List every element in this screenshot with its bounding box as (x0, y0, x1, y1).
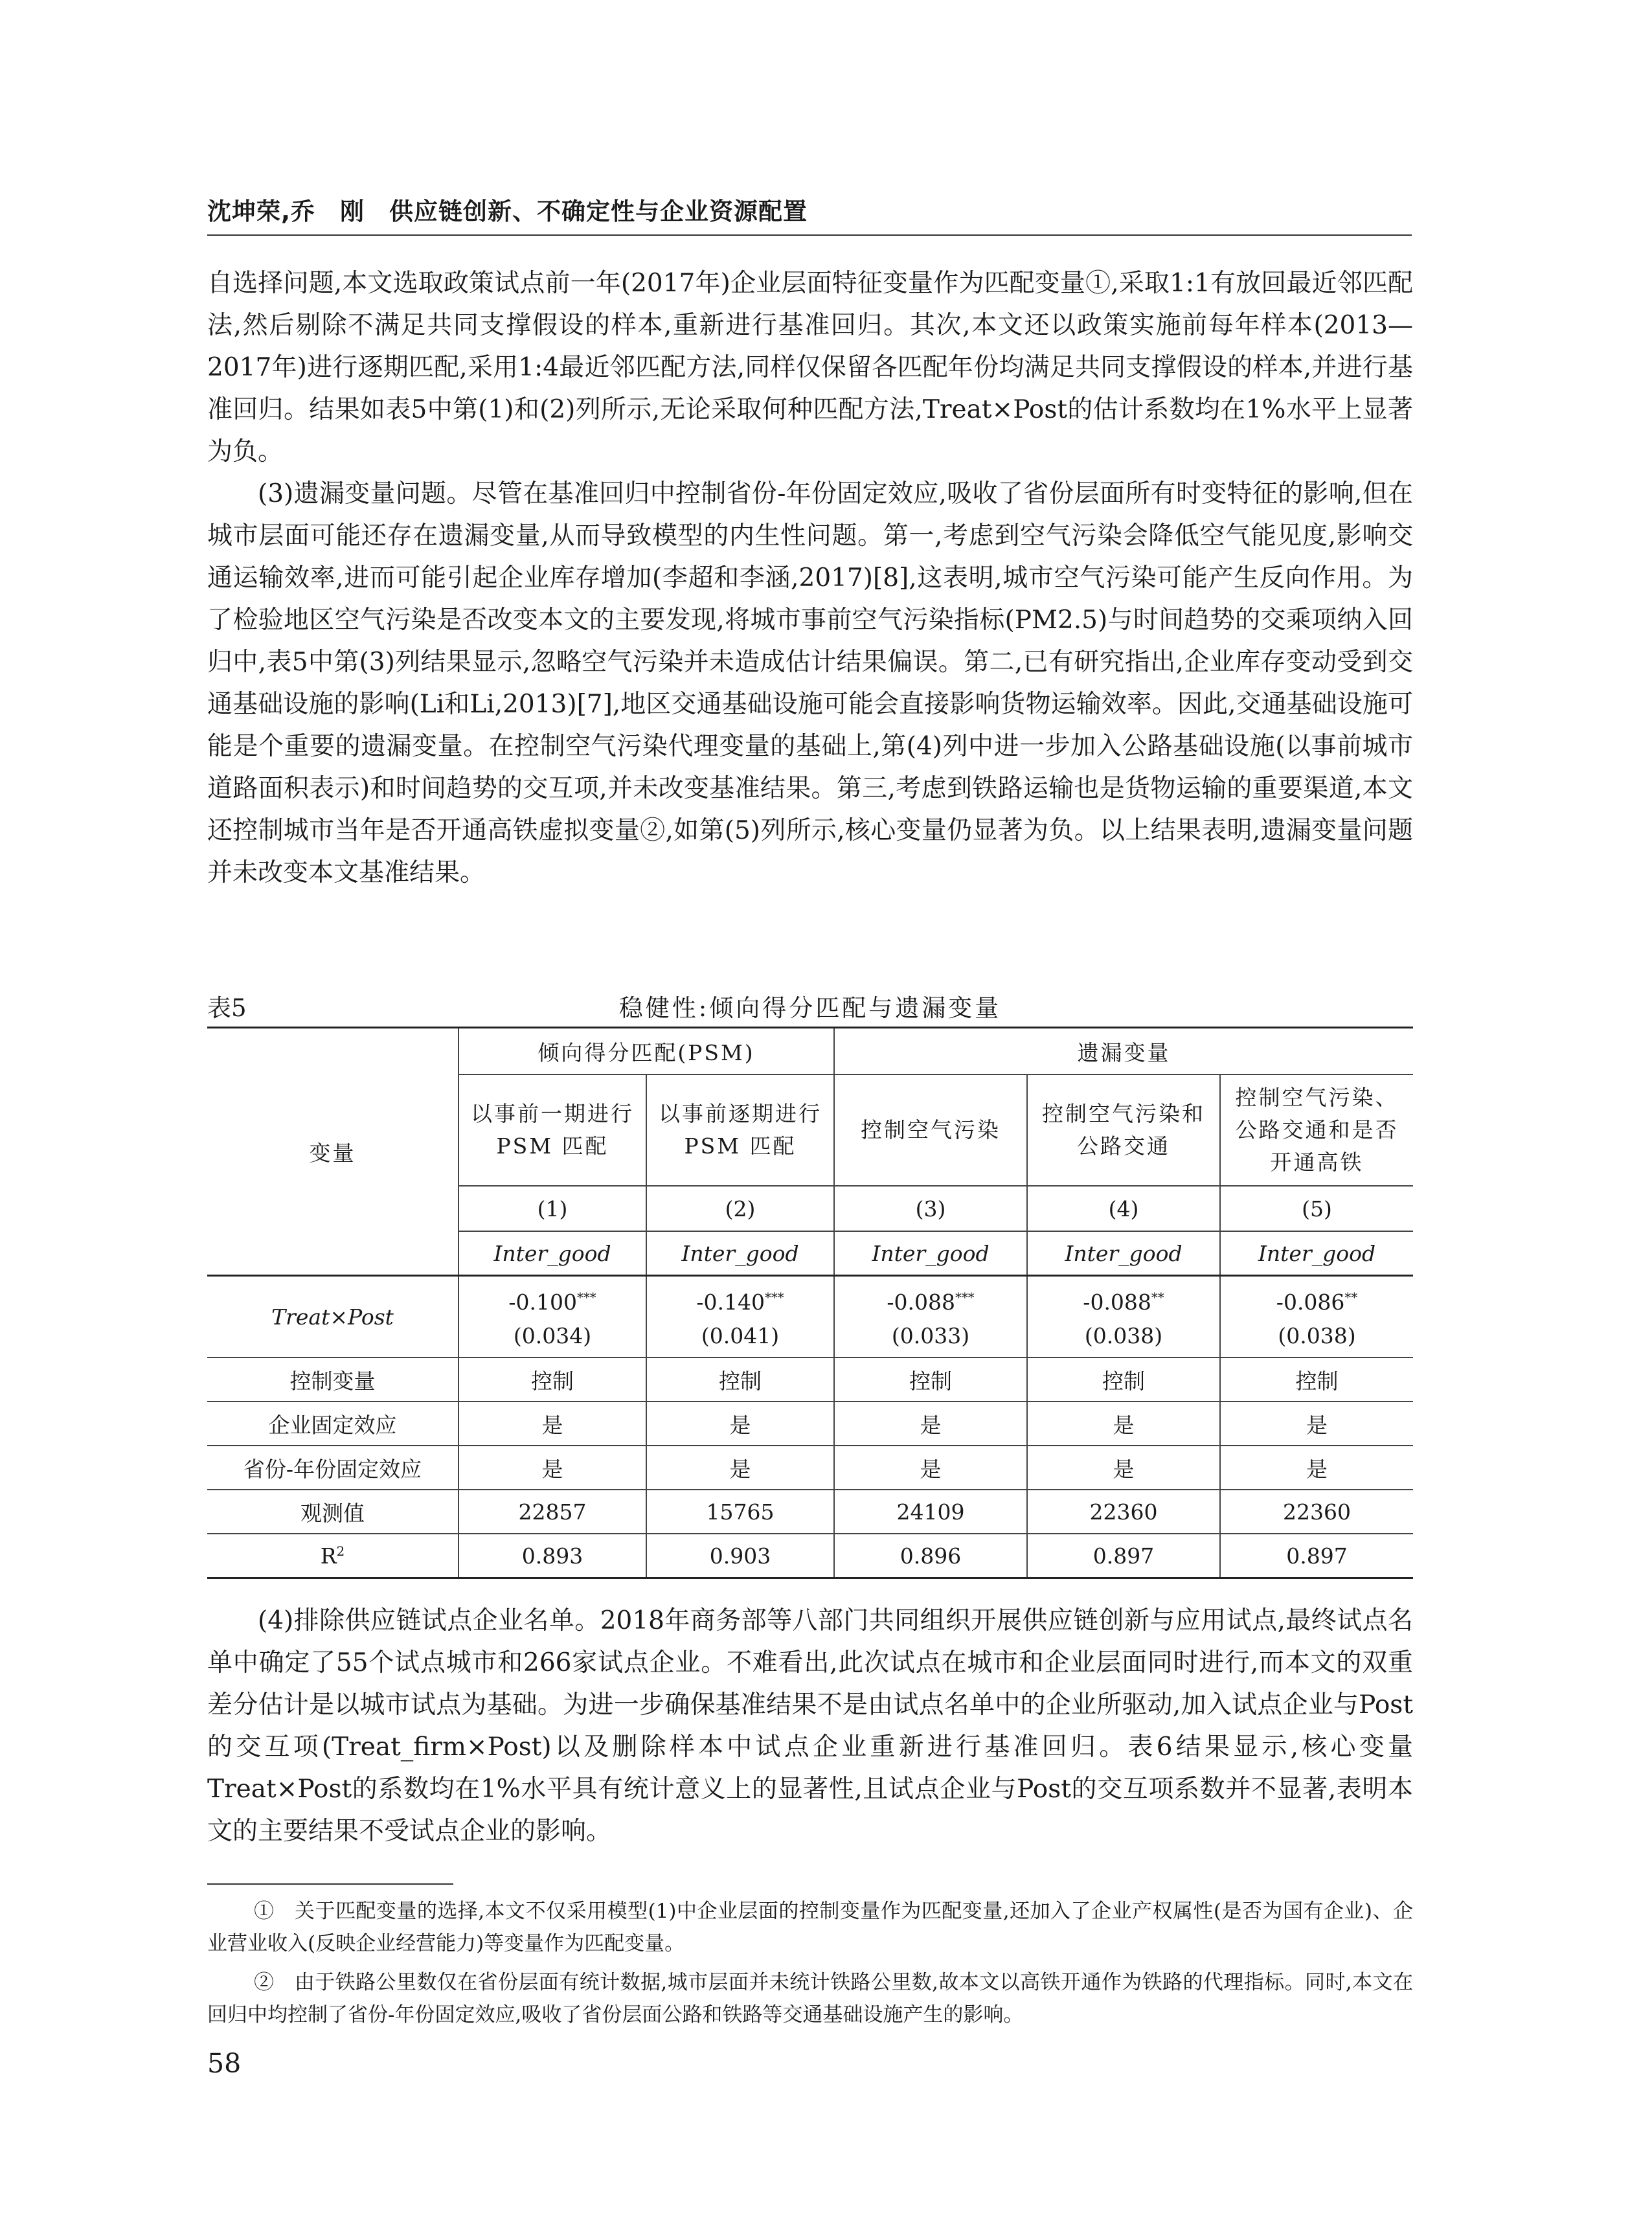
results-table (207, 1027, 1413, 1579)
paragraph: (3)遗漏变量问题。尽管在基准回归中控制省份-年份固定效应,吸收了省份层面所有时变特征的影响,但在城市层面可能还存在遗漏变量,从而导致模型的内生性问题。第一,考虑到空气污染会降低空气能见度,影响交通运输效率,进而可能引起企业库存增加(李超和李涵,2017)[8],这表明,城市空气污染可能产生反向作用。为了检验地区空气污染是否改变本文的主要发现,将城市事前空气污染指标(PM2.5)与时间趋势的交乘项纳入回归中,表5中第(3)列结果显示,忽略空气污染并未造成估计结果偏误。第二,已有研究指出,企业库存变动受到交通基础设施的影响(Li和Li,2013)[7],地区交通基础设施可能会直接影响货物运输效率。因此,交通基础设施可能是个重要的遗漏变量。在控制空气污染代理变量的基础上,第(4)列中进一步加入公路基础设施(以事前城市道路面积表示)和时间趋势的交互项,并未改变基准结果。第三,考虑到铁路运输也是货物运输的重要渠道,本文还控制城市当年是否开通高铁虚拟变量②,如第(5)列所示,核心变量仍显著为负。以上结果表明,遗漏变量问题并未改变本文基准结果。 (207, 479, 1413, 887)
table-cell: 22857 (458, 1490, 646, 1534)
table-row-observations (207, 1490, 1413, 1534)
column-label: 控制空气污染和 公路交通 (1027, 1074, 1220, 1186)
row-label: 省份-年份固定效应 (207, 1446, 458, 1490)
table-cell: 控制 (1027, 1357, 1220, 1402)
dependent-variable: Inter_good (646, 1231, 834, 1276)
table-caption (207, 988, 1413, 1021)
table-row-firm-fe (207, 1402, 1413, 1446)
table-cell: 是 (646, 1402, 834, 1446)
footnote-rule (207, 1883, 453, 1885)
coefficient-cell: -0.088*** (0.033) (834, 1276, 1027, 1358)
table-cell: 22360 (1220, 1490, 1413, 1534)
table-row-r2 (207, 1534, 1413, 1578)
table-cell: 是 (1220, 1446, 1413, 1490)
table-cell: 控制 (646, 1357, 834, 1402)
row-label: Treat×Post (207, 1276, 458, 1358)
column-label: 控制空气污染、 公路交通和是否 开通高铁 (1220, 1074, 1413, 1186)
table-cell: 0.903 (646, 1534, 834, 1578)
footnote: ② 由于铁路公里数仅在省份层面有统计数据,城市层面并未统计铁路公里数,故本文以高铁开通作为铁路的代理指标。同时,本文在回归中均控制了省份-年份固定效应,吸收了省份层面公路和铁路等交通基础设施产生的影响。 (207, 1971, 1413, 2027)
dependent-variable: Inter_good (1220, 1231, 1413, 1276)
dependent-variable: Inter_good (1027, 1231, 1220, 1276)
table-cell: 控制 (1220, 1357, 1413, 1402)
column-number: (3) (834, 1186, 1027, 1231)
table-cell: 24109 (834, 1490, 1027, 1534)
body-text-bottom (207, 1600, 1413, 1852)
running-title: 沈坤荣,乔 刚 供应链创新、不确定性与企业资源配置 (207, 198, 808, 225)
column-label: 控制空气污染 (834, 1074, 1027, 1186)
table-cell: 是 (646, 1446, 834, 1490)
table-cell: 0.897 (1220, 1534, 1413, 1578)
table-title: 稳健性:倾向得分匹配与遗漏变量 (618, 994, 1002, 1022)
column-label: 以事前逐期进行 PSM 匹配 (646, 1074, 834, 1186)
row-label: 观测值 (207, 1490, 458, 1534)
row-label: 控制变量 (207, 1357, 458, 1402)
footnotes (207, 1895, 1413, 2038)
coefficient-cell: -0.140*** (0.041) (646, 1276, 834, 1358)
paragraph: (4)排除供应链试点企业名单。2018年商务部等八部门共同组织开展供应链创新与应用试点,最终试点名单中确定了55个试点城市和266家试点企业。不难看出,此次试点在城市和企业层面同时进行,而本文的双重差分估计是以城市试点为基础。为进一步确保基准结果不是由试点名单中的企业所驱动,加入试点企业与Post的交互项(Treat_firm×Post)以及删除样本中试点企业重新进行基准回归。表6结果显示,核心变量Treat×Post的系数均在1%水平具有统计意义上的显著性,且试点企业与Post的交互项系数并不显著,表明本文的主要结果不受试点企业的影响。 (207, 1606, 1413, 1846)
table-row-province-year-fe (207, 1446, 1413, 1490)
column-number: (1) (458, 1186, 646, 1231)
header-rule (207, 234, 1412, 236)
column-number: (5) (1220, 1186, 1413, 1231)
table-header-group-row (207, 1028, 1413, 1075)
table-cell: 控制 (458, 1357, 646, 1402)
table-cell: 是 (834, 1402, 1027, 1446)
coefficient-cell: -0.100*** (0.034) (458, 1276, 646, 1358)
table-cell: 是 (1027, 1402, 1220, 1446)
table-cell: 是 (458, 1402, 646, 1446)
table-cell: 是 (834, 1446, 1027, 1490)
table-cell: 是 (1220, 1402, 1413, 1446)
table-cell: 是 (458, 1446, 646, 1490)
table-cell: 22360 (1027, 1490, 1220, 1534)
table-cell: 0.897 (1027, 1534, 1220, 1578)
table-cell: 0.893 (458, 1534, 646, 1578)
footnote: ① 关于匹配变量的选择,本文不仅采用模型(1)中企业层面的控制变量作为匹配变量,还加入了企业产权属性(是否为国有企业)、企业营业收入(反映企业经营能力)等变量作为匹配变量。 (207, 1900, 1413, 1955)
table-row-treat-post (207, 1276, 1413, 1358)
dependent-variable: Inter_good (458, 1231, 646, 1276)
table-cell: 控制 (834, 1357, 1027, 1402)
page-number: 58 (207, 2048, 242, 2079)
paragraph: 自选择问题,本文选取政策试点前一年(2017年)企业层面特征变量作为匹配变量①,采取1:1有放回最近邻匹配法,然后剔除不满足共同支撑假设的样本,重新进行基准回归。其次,本文还以政策实施前每年样本(2013—2017年)进行逐期匹配,采用1:4最近邻匹配方法,同样仅保留各匹配年份均满足共同支撑假设的样本,并进行基准回归。结果如表5中第(1)和(2)列所示,无论采取何种匹配方法,Treat×Post的估计系数均在1%水平上显著为负。 (207, 269, 1413, 466)
coefficient-cell: -0.088** (0.038) (1027, 1276, 1220, 1358)
column-number: (2) (646, 1186, 834, 1231)
variable-header: 变量 (207, 1028, 458, 1276)
group-header-omitted: 遗漏变量 (834, 1028, 1413, 1075)
dependent-variable: Inter_good (834, 1231, 1027, 1276)
group-header-psm: 倾向得分匹配(PSM) (458, 1028, 834, 1075)
table-cell: 15765 (646, 1490, 834, 1534)
table-cell: 0.896 (834, 1534, 1027, 1578)
table-row-controls (207, 1357, 1413, 1402)
row-label: $R^2$ (207, 1534, 458, 1578)
column-number: (4) (1027, 1186, 1220, 1231)
table-label: 表5 (207, 994, 247, 1022)
body-text-top (207, 262, 1413, 894)
row-label: 企业固定效应 (207, 1402, 458, 1446)
table-cell: 是 (1027, 1446, 1220, 1490)
column-label: 以事前一期进行 PSM 匹配 (458, 1074, 646, 1186)
coefficient-cell: -0.086** (0.038) (1220, 1276, 1413, 1358)
